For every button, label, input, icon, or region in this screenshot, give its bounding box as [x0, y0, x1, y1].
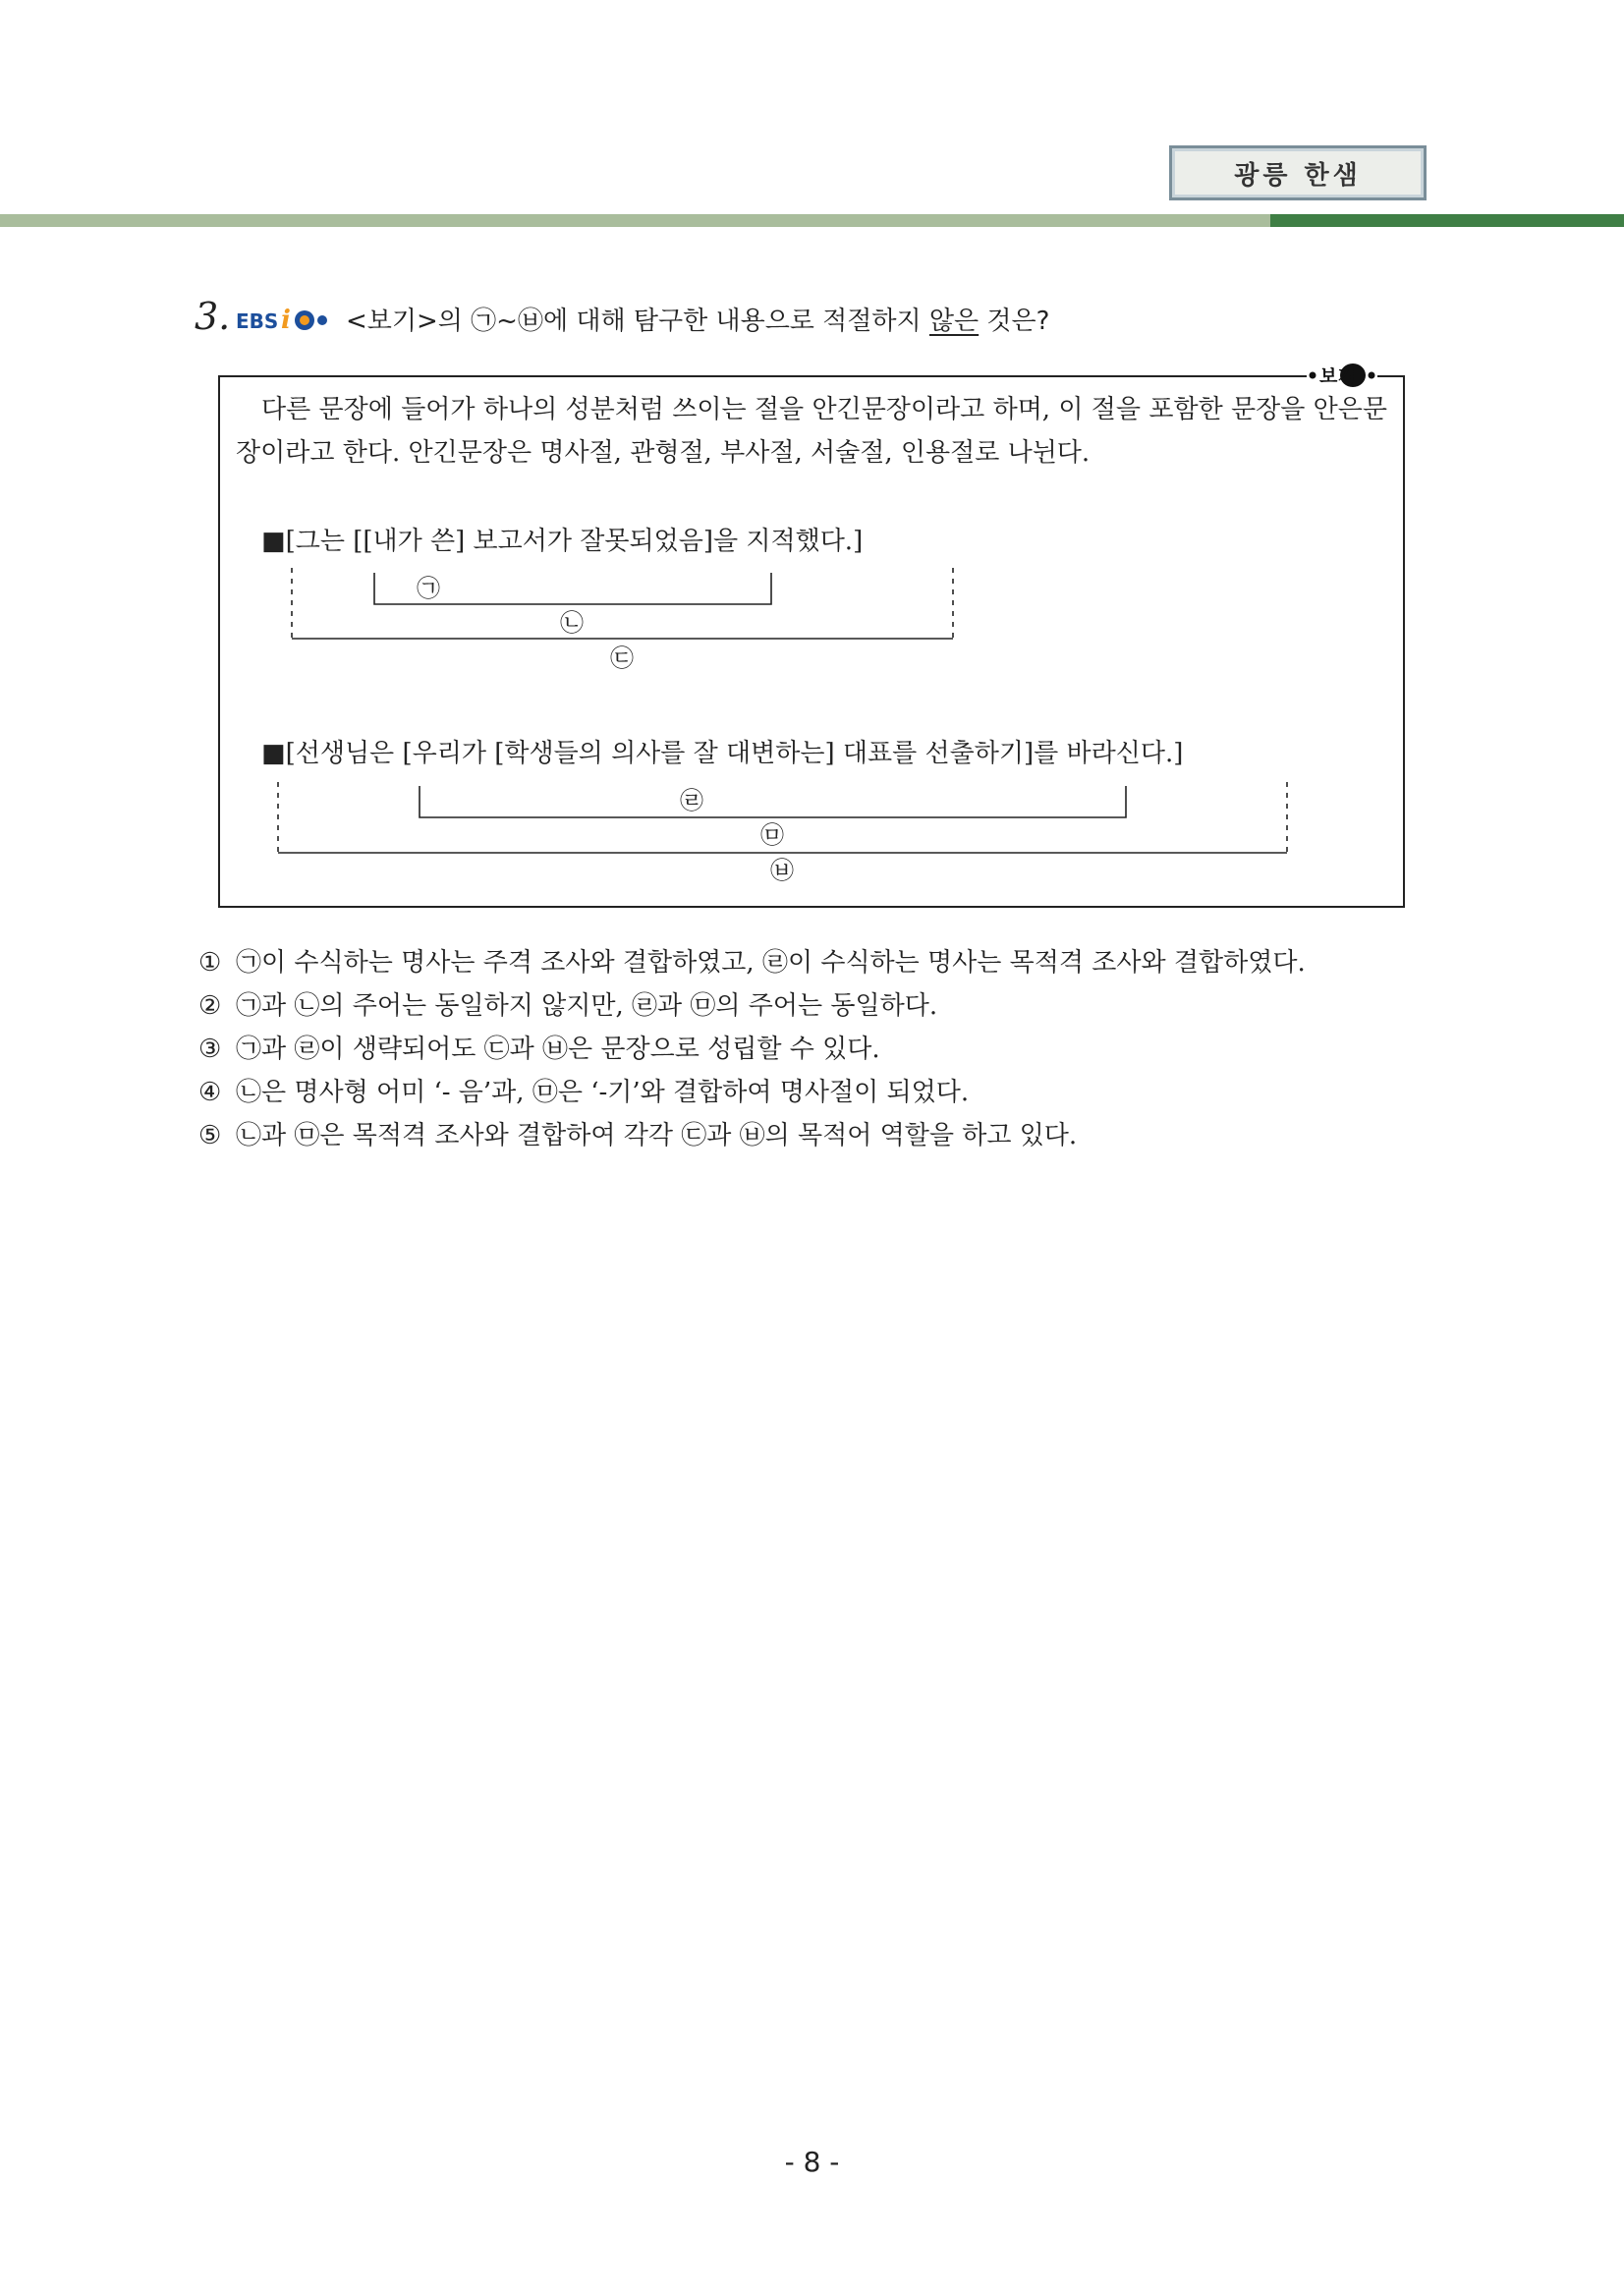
choice-2[interactable]	[198, 984, 1436, 1028]
header-rule-light	[0, 214, 1272, 227]
choice-5[interactable]	[198, 1114, 1436, 1157]
choice-3[interactable]	[198, 1028, 1436, 1071]
choice-text: ㉠이 수식하는 명사는 주격 조사와 결합하였고, ㉣이 수식하는 명사는 목적격 조사와 결합하였다.	[236, 948, 1306, 978]
header-rule-dark	[1270, 214, 1624, 227]
choice-1[interactable]	[198, 941, 1436, 984]
choice-text: ㉠과 ㉣이 생략되어도 ㉢과 ㉥은 문장으로 성립할 수 있다.	[236, 1035, 880, 1064]
example-box-tag-label: 보기	[1319, 365, 1356, 387]
example-intro: 다른 문장에 들어가 하나의 성분처럼 쓰이는 절을 안긴문장이라고 하며, 이 절을 포함한 문장을 안은문장이라고 한다. 안긴문장은 명사절, 관형절, 부사절, 서술절, 인용절로 나뉜다.	[236, 395, 1387, 468]
question-text	[346, 301, 1049, 337]
svg-text:EBS: EBS	[236, 309, 279, 333]
question-suffix: 것은?	[979, 307, 1050, 336]
question-underlined: 않은	[928, 307, 980, 336]
label-mieum: ㉤	[760, 821, 784, 849]
choice-number: ③	[198, 1035, 222, 1064]
label-bieup: ㉥	[770, 857, 794, 884]
label-nieun: ㉡	[560, 609, 584, 637]
answer-choices	[198, 941, 1436, 1157]
label-rieul: ㉣	[680, 787, 703, 814]
choice-number: ②	[198, 991, 222, 1021]
choice-number: ④	[198, 1078, 222, 1107]
choice-number: ⑤	[198, 1121, 222, 1150]
choice-text: ㉡은 명사형 어미 ‘- 음’과, ㉤은 ‘-기’와 결합하여 명사절이 되었다.	[236, 1078, 970, 1107]
page-number: - 8 -	[784, 2146, 840, 2178]
question-prefix: <보기>의 ㉠~㉥에 대해 탐구한 내용으로 적절하지	[346, 307, 929, 336]
choice-number: ①	[198, 948, 222, 978]
choice-4[interactable]	[198, 1071, 1436, 1114]
question-number: 3.	[195, 295, 231, 338]
label-giyeok: ㉠	[417, 575, 440, 602]
example-sentence-2: ■[선생님은 [우리가 [학생들의 의사를 잘 대변하는] 대표를 선출하기]를 바라신다.]	[261, 739, 1184, 768]
choice-text: ㉠과 ㉡의 주어는 동일하지 않지만, ㉣과 ㉤의 주어는 동일하다.	[236, 991, 938, 1021]
label-digeut: ㉢	[610, 644, 634, 672]
example-sentence-1: ■[그는 [[내가 쓴] 보고서가 잘못되었음]을 지적했다.]	[261, 527, 864, 556]
ebs-logo	[236, 299, 334, 338]
choice-text: ㉡과 ㉤은 목적격 조사와 결합하여 각각 ㉢과 ㉥의 목적어 역할을 하고 있다.	[236, 1121, 1078, 1150]
svg-text:i: i	[281, 306, 291, 335]
header-badge: 광릉 한샘	[1169, 145, 1427, 200]
